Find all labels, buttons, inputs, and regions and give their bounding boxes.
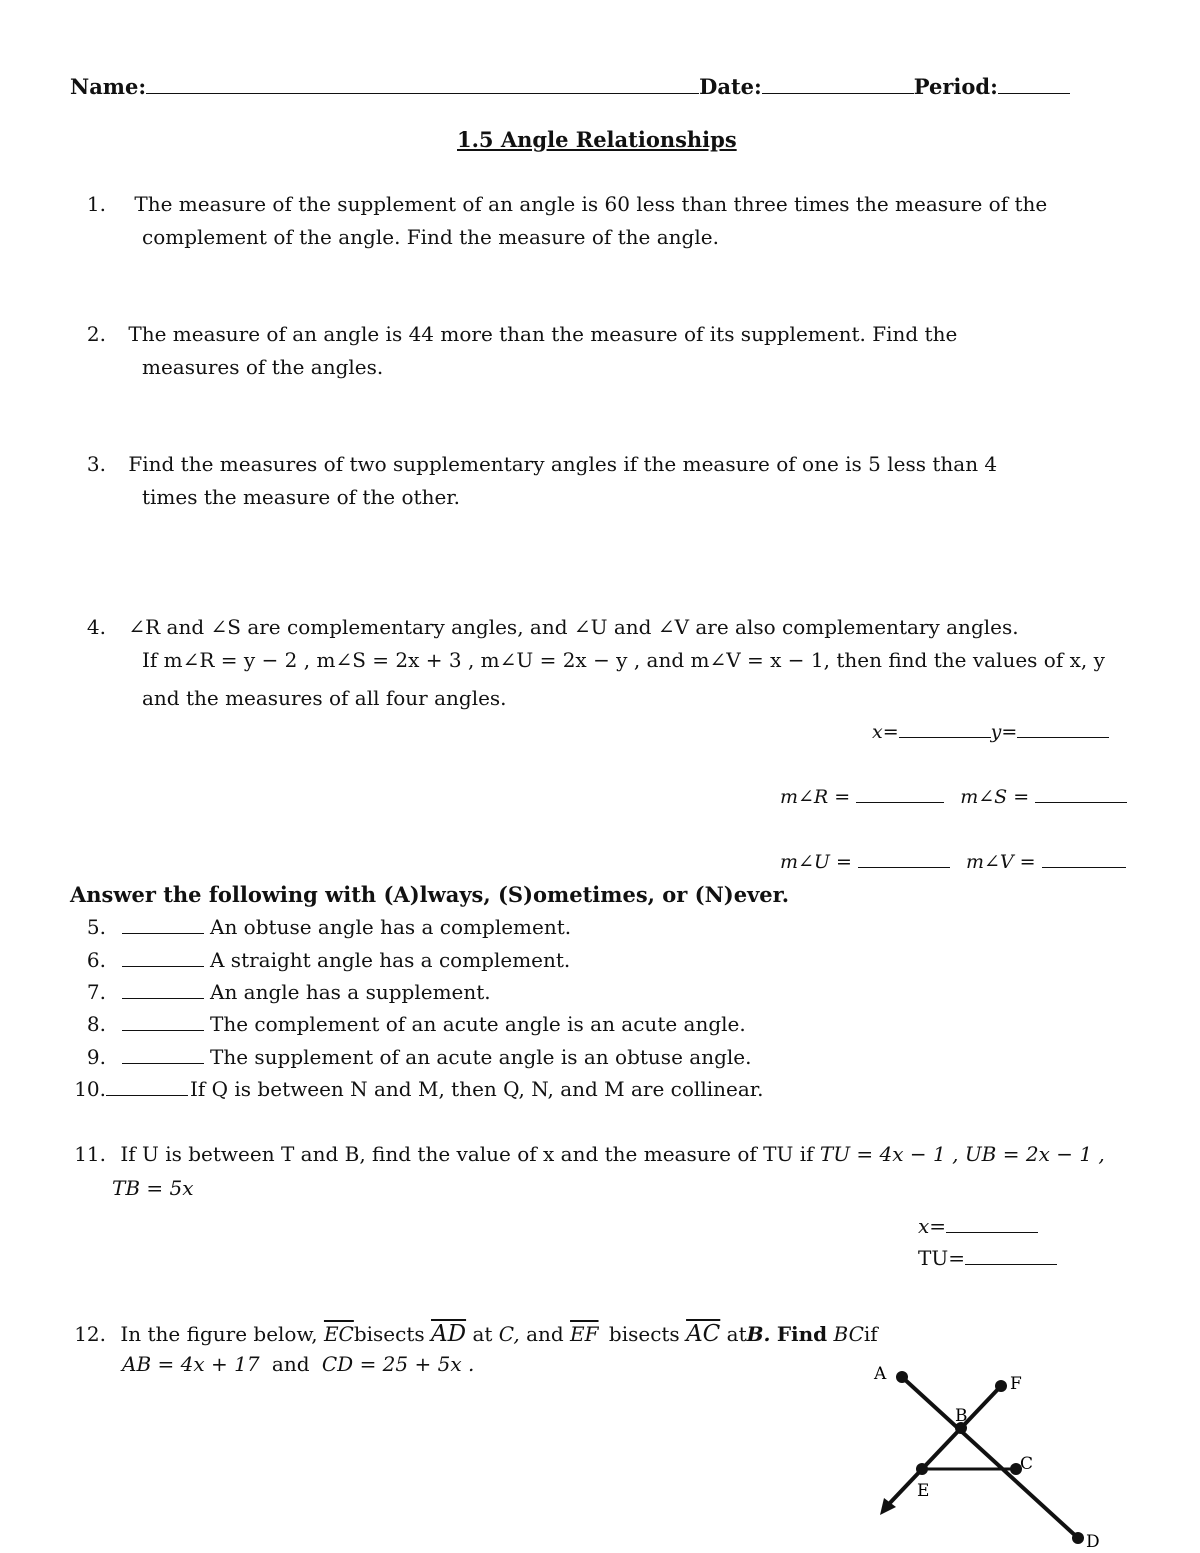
problem-12 bbox=[70, 1321, 878, 1347]
mS-blank[interactable] bbox=[1035, 785, 1127, 803]
point-a bbox=[896, 1371, 908, 1383]
label-b: B bbox=[955, 1406, 968, 1426]
problem-text: Find the measures of two supplementary angles if the measure of one is 5 less than 4 bbox=[128, 452, 998, 476]
problem-text: if bbox=[863, 1322, 878, 1346]
label-a: A bbox=[874, 1364, 887, 1384]
p4-xy-answers bbox=[872, 720, 1109, 743]
list-item bbox=[70, 1077, 763, 1101]
problem-number: 1. bbox=[86, 192, 106, 216]
problem-1 bbox=[70, 192, 1047, 216]
segment-ad-line bbox=[902, 1377, 1078, 1538]
label-c: C bbox=[1020, 1454, 1034, 1474]
point-c-ref: C, bbox=[498, 1322, 520, 1346]
y-answer-blank[interactable] bbox=[1017, 720, 1109, 738]
point-e bbox=[916, 1463, 928, 1475]
mV-blank[interactable] bbox=[1042, 850, 1126, 868]
answer-blank[interactable] bbox=[122, 916, 204, 934]
problem-4 bbox=[70, 615, 1019, 639]
name-label: Name: bbox=[70, 74, 147, 99]
header-row bbox=[70, 74, 1070, 99]
problem-11 bbox=[70, 1142, 1105, 1166]
period-label: Period: bbox=[913, 74, 998, 99]
date-label: Date: bbox=[699, 74, 762, 99]
equation-tu: TU = 4x − 1 , bbox=[819, 1142, 959, 1166]
item-text: An obtuse angle has a complement. bbox=[210, 915, 572, 939]
page-title: 1.5 Angle Relationships bbox=[457, 127, 737, 152]
x-answer-blank[interactable] bbox=[899, 720, 991, 738]
answer-blank[interactable] bbox=[122, 949, 204, 967]
problem-1-line-2: complement of the angle. Find the measure of the angle. bbox=[142, 225, 719, 249]
problem-4-line-3: and the measures of all four angles. bbox=[142, 686, 507, 710]
item-text: A straight angle has a complement. bbox=[210, 948, 571, 972]
problem-2 bbox=[70, 322, 957, 346]
segment-ac: $\overline{AC}$ bbox=[686, 1321, 721, 1347]
answer-blank[interactable] bbox=[122, 1013, 204, 1031]
problem-12-line-2 bbox=[122, 1352, 474, 1376]
item-number: 7. bbox=[86, 980, 106, 1004]
problem-text: bisects bbox=[353, 1322, 425, 1346]
problem-text: at bbox=[472, 1322, 493, 1346]
asn-heading: Answer the following with (A)lways, (S)ometimes, or (N)ever. bbox=[70, 882, 790, 907]
ray-ef-line bbox=[888, 1386, 1001, 1505]
label-d: D bbox=[1086, 1532, 1100, 1550]
list-item bbox=[70, 1012, 746, 1036]
item-number: 10. bbox=[74, 1077, 106, 1101]
item-number: 5. bbox=[86, 915, 106, 939]
problem-number: 3. bbox=[86, 452, 106, 476]
point-f bbox=[995, 1380, 1007, 1392]
p4-uv-answers bbox=[780, 850, 1126, 873]
mU-blank[interactable] bbox=[858, 850, 950, 868]
problem-4-line-2: If m∠R = y − 2 , m∠S = 2x + 3 , m∠U = 2x − y , and m∠V = x − 1, then find the values of x, y bbox=[142, 648, 1105, 672]
mR-blank[interactable] bbox=[856, 785, 944, 803]
tu-answer-blank[interactable] bbox=[965, 1247, 1057, 1265]
point-b-ref: B. bbox=[746, 1322, 771, 1346]
segment-ef: $\overline{EF}$ bbox=[570, 1322, 599, 1346]
mV-label: m∠V = bbox=[965, 851, 1036, 873]
segment-ec: $\overline{EC}$ bbox=[323, 1322, 354, 1346]
equation-ab: AB = 4x + 17 bbox=[122, 1352, 260, 1376]
list-item bbox=[70, 948, 570, 972]
problem-3 bbox=[70, 452, 997, 476]
mS-label: m∠S = bbox=[960, 786, 1030, 808]
problem-text: and bbox=[271, 1352, 310, 1376]
problem-text: and bbox=[526, 1322, 564, 1346]
problem-number: 11. bbox=[74, 1142, 106, 1166]
problem-text: bisects bbox=[608, 1322, 680, 1346]
answer-blank[interactable] bbox=[122, 981, 204, 999]
x-answer-label: x= bbox=[872, 721, 899, 743]
problem-number: 4. bbox=[86, 615, 106, 639]
p11-tu-answer bbox=[918, 1246, 1057, 1270]
geometry-figure bbox=[860, 1355, 1120, 1550]
problem-text: at bbox=[726, 1322, 747, 1346]
bc-ref: BC bbox=[833, 1322, 864, 1346]
mR-label: m∠R = bbox=[780, 786, 851, 808]
x-answer-blank[interactable] bbox=[946, 1215, 1038, 1233]
problem-3-line-2: times the measure of the other. bbox=[142, 485, 461, 509]
list-item bbox=[70, 915, 571, 939]
problem-text: The measure of an angle is 44 more than the measure of its supplement. Find the bbox=[128, 322, 958, 346]
x-answer-label: x= bbox=[918, 1214, 947, 1238]
item-text: An angle has a supplement. bbox=[210, 980, 491, 1004]
item-number: 6. bbox=[86, 948, 106, 972]
problem-text: In the figure below, bbox=[120, 1322, 318, 1346]
p4-rs-answers bbox=[780, 785, 1127, 808]
y-answer-label: y= bbox=[990, 721, 1018, 743]
problem-number: 12. bbox=[74, 1322, 106, 1346]
name-blank[interactable] bbox=[146, 76, 699, 94]
point-d bbox=[1072, 1532, 1084, 1544]
list-item bbox=[70, 980, 491, 1004]
problem-text: The measure of the supplement of an angle is 60 less than three times the measure of the bbox=[134, 192, 1048, 216]
list-item bbox=[70, 1045, 751, 1069]
problem-2-line-2: measures of the angles. bbox=[142, 355, 384, 379]
item-number: 9. bbox=[86, 1045, 106, 1069]
item-text: If Q is between N and M, then Q, N, and M are collinear. bbox=[190, 1077, 764, 1101]
equation-tb: TB = 5x bbox=[112, 1176, 194, 1200]
item-text: The complement of an acute angle is an acute angle. bbox=[210, 1012, 746, 1036]
date-blank[interactable] bbox=[762, 76, 914, 94]
answer-blank[interactable] bbox=[122, 1046, 204, 1064]
item-number: 8. bbox=[86, 1012, 106, 1036]
equation-ub: UB = 2x − 1 , bbox=[964, 1142, 1105, 1166]
p11-x-answer bbox=[918, 1214, 1038, 1238]
equation-cd: CD = 25 + 5x . bbox=[321, 1352, 475, 1376]
label-f: F bbox=[1010, 1374, 1022, 1394]
problem-number: 2. bbox=[86, 322, 106, 346]
problem-text: ∠R and ∠S are complementary angles, and ∠U and ∠V are also complementary angles. bbox=[128, 615, 1019, 639]
segment-ad: $\overline{AD}$ bbox=[431, 1321, 467, 1347]
period-blank[interactable] bbox=[998, 76, 1070, 94]
item-text: The supplement of an acute angle is an obtuse angle. bbox=[210, 1045, 752, 1069]
problem-text: If U is between T and B, find the value of x and the measure of TU if bbox=[120, 1142, 814, 1166]
mU-label: m∠U = bbox=[780, 851, 852, 873]
tu-answer-label: TU= bbox=[918, 1246, 965, 1270]
problem-text: Find bbox=[776, 1322, 828, 1346]
label-e: E bbox=[917, 1481, 930, 1501]
answer-blank[interactable] bbox=[106, 1078, 188, 1096]
